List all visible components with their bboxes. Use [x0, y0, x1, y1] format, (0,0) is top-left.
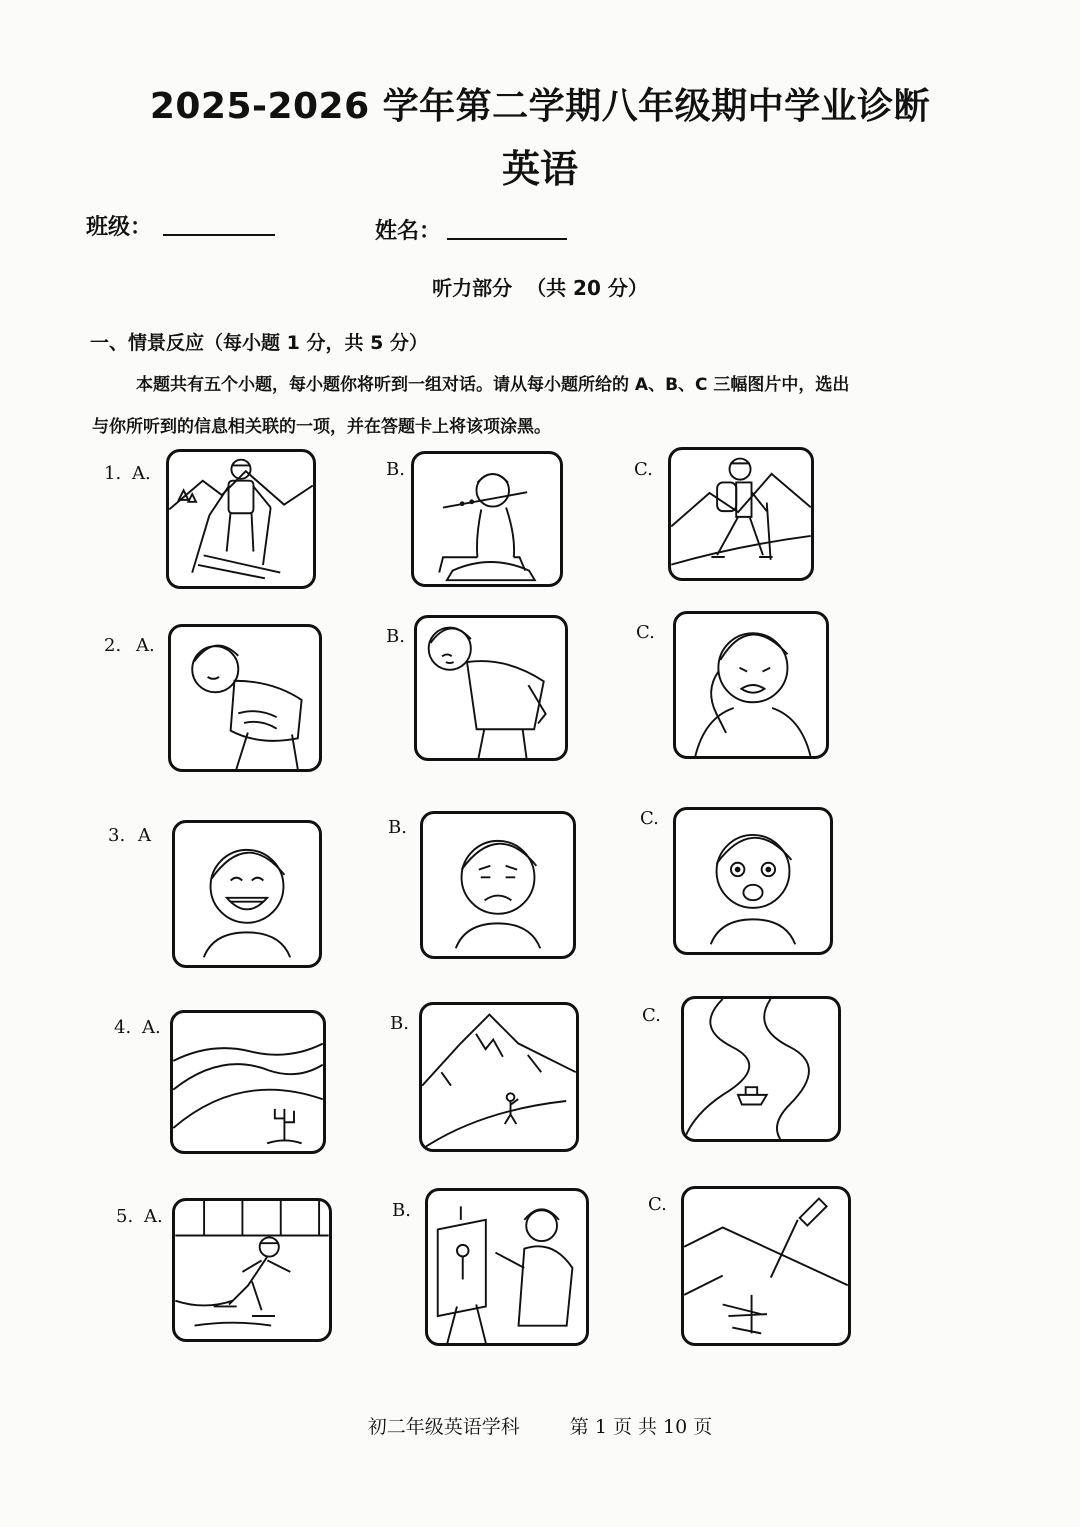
name-blank[interactable]: [447, 238, 567, 240]
scared-face-picture[interactable]: [673, 807, 833, 955]
option-label: A.: [132, 463, 151, 484]
instruction-line-2: 与你所听到的信息相关联的一项，并在答题卡上将该项涂黑。: [92, 417, 551, 437]
subject-title: 英语: [501, 147, 578, 191]
option-label: B.: [388, 817, 407, 838]
option-label: B.: [392, 1200, 411, 1221]
option-label: C.: [642, 1005, 661, 1026]
hiking-picture[interactable]: [668, 447, 814, 581]
footer-page-info: 第 1 页 共 10 页: [569, 1416, 713, 1438]
page-footer: [0, 1412, 1080, 1439]
ice-skating-picture[interactable]: [172, 1198, 332, 1342]
option-label: B.: [386, 626, 405, 647]
option-label: C.: [634, 459, 653, 480]
calligraphy-picture[interactable]: [681, 1186, 851, 1346]
happy-face-picture[interactable]: [172, 820, 322, 968]
option-label: A.: [136, 635, 155, 656]
option-label: C.: [648, 1194, 667, 1215]
sad-face-picture[interactable]: [420, 811, 576, 959]
river-boat-picture[interactable]: [681, 996, 841, 1142]
name-label: 姓名：: [375, 219, 442, 244]
class-blank[interactable]: [163, 234, 275, 236]
exam-title: 2025-2026 学年第二学期八年级期中学业诊断: [149, 86, 931, 127]
option-label: A: [138, 825, 151, 846]
option-label: C.: [636, 622, 655, 643]
desert-picture[interactable]: [170, 1010, 326, 1154]
option-label: B.: [390, 1013, 409, 1034]
toothache-picture[interactable]: [673, 611, 829, 759]
painting-picture[interactable]: [425, 1188, 589, 1346]
footer-subject: 初二年级英语学科: [367, 1416, 520, 1438]
question-number: 1.: [104, 463, 122, 484]
listening-section-heading: 听力部分 （共 20 分）: [432, 276, 648, 300]
question-number: 5.: [116, 1206, 134, 1227]
option-label: A.: [142, 1017, 161, 1038]
instruction-line-1: 本题共有五个小题，每小题你将听到一组对话。请从每小题所给的 A、B、C 三幅图片中，选出: [136, 375, 850, 395]
backache-picture[interactable]: [414, 615, 568, 761]
mountain-climbing-picture[interactable]: [419, 1002, 579, 1152]
question-number: 4.: [114, 1017, 132, 1038]
question-number: 2.: [104, 635, 122, 656]
option-label: B.: [386, 459, 405, 480]
stomachache-picture[interactable]: [168, 624, 322, 772]
question-number: 3.: [108, 825, 126, 846]
part1-title: 一、情景反应（每小题 1 分，共 5 分）: [90, 332, 428, 354]
playing-flute-picture[interactable]: [411, 451, 563, 587]
option-label: A.: [144, 1206, 163, 1227]
class-label: 班级：: [86, 215, 153, 240]
skiing-picture[interactable]: [166, 449, 316, 589]
option-label: C.: [640, 808, 659, 829]
